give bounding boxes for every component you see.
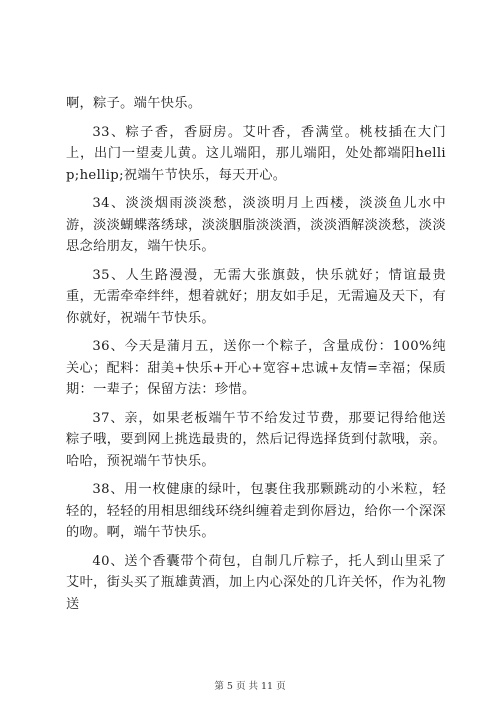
document-body (66, 93, 446, 622)
paragraph-continuation: 啊，粽子。端午快乐。 (66, 96, 202, 111)
paragraph-37: 37、亲，如果老板端午节不给发过节费，那要记得给他送粽子哦，要到网上挑选最贵的，然后记得选择货到付款哦，亲。哈哈，预祝端午节快乐。 (66, 410, 446, 469)
paragraph-38: 38、用一枚健康的绿叶，包裹住我那颗跳动的小米粒，轻轻的，轻轻的用相思细线环绕纠缠着走到你唇边，给你一个深深的吻。啊，端午节快乐。 (66, 482, 446, 540)
paragraph-40: 40、送个香囊带个荷包，自制几斤粽子，托人到山里采了艾叶，街头买了瓶雄黄酒，加上内心深处的几许关怀，作为礼物送 (66, 553, 446, 612)
paragraph-34: 34、淡淡烟雨淡淡愁，淡淡明月上西楼，淡淡鱼儿水中游，淡淡蝴蝶落绣球，淡淡胭脂淡淡酒，淡淡酒解淡淡愁，淡淡思念给朋友，端午快乐。 (66, 196, 446, 254)
paragraph-36: 36、今天是蒲月五，送你一个粽子，含量成份：100%纯关心；配料：甜美+快乐+开心+宽容+忠诚+友情=幸福；保质期：一辈子；保留方法：珍惜。 (66, 339, 446, 397)
paragraph-35: 35、人生路漫漫，无需大张旗鼓，快乐就好；情谊最贵重，无需牵牵绊绊，想着就好；朋友如手足，无需遍及天下，有你就好，祝端午节快乐。 (66, 267, 446, 326)
page-footer: 第 5 页 共 11 页 (214, 681, 286, 692)
paragraph-33: 33、粽子香，香厨房。艾叶香，香满堂。桃枝插在大门上，出门一望麦儿黄。这儿端阳，那儿端阳，处处都端阳hellip;hellip;祝端午节快乐，每天开心。 (66, 124, 446, 183)
